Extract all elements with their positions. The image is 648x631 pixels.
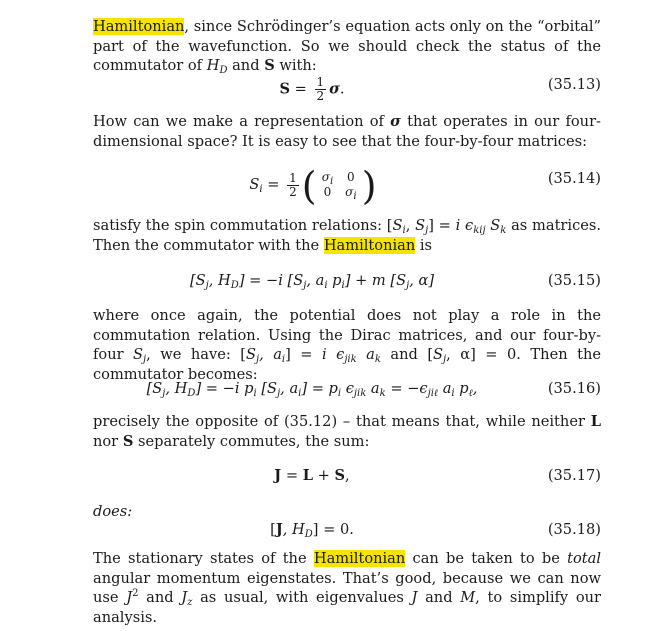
fraction: $\frac{1}{2}$ xyxy=(289,170,297,199)
paragraph-6: The stationary states of the Hamiltonian can be taken to be total angular momentum eigenstates. That’s good, because we can now use $J^2$ and $J_z$ as usual, with eigenvalues J and M, to simplify our analysis. xyxy=(93,550,601,626)
does-label: does: xyxy=(93,503,133,520)
equation-35-17: J = L + S, (35.17) xyxy=(274,467,601,484)
equation-number: (35.15) xyxy=(547,272,601,289)
paragraph-2: How can we make a representation of σ that operates in our four-dimensional space? It is easy to see that the four-by-four matrices: xyxy=(93,113,601,150)
paragraph-3: satisfy the spin commutation relations: [$S_i$, $S_j] = i$ $\epsilon_{kij}$ $S_k$ as matrices. Then the commutator with the Hamiltonian is xyxy=(93,217,602,254)
equation-35-15: [$S_j$, $H_D] = -i$ [$S_j$, $a_i$ $p_i] + m$ [$S_j$, α] (35.15) xyxy=(189,272,601,291)
highlight-hamiltonian[interactable]: Hamiltonian xyxy=(313,550,406,567)
paragraph-5: precisely the opposite of (35.12) – that means that, while neither L nor S separately commutes, the sum: xyxy=(93,413,601,450)
highlight-hamiltonian[interactable]: Hamiltonian xyxy=(93,18,185,35)
equation-35-13: S = $\frac{1}{2}$ σ. (35.13) xyxy=(279,75,601,103)
matrix: ( $\sigma_i$ 0 0 $\sigma_i$ ) xyxy=(301,164,377,208)
equation-35-16: [$S_j$, $H_D] = -i$ $p_i$ [$S_j$, $a_i] = p_i$ $\epsilon_{jik}$ $a_k = -\epsilon_{ji\ell}$ $a_i$ $p_\ell$, (35.16) xyxy=(146,380,601,399)
fraction: $\frac{1}{2}$ xyxy=(316,75,325,103)
equation-35-18: [J, $H_D] = 0$. (35.18) xyxy=(270,521,601,540)
equation-number: (35.14) xyxy=(547,170,601,187)
equation-number: (35.13) xyxy=(547,76,601,93)
paragraph-1: Hamiltonian, since Schrödinger’s equation acts only on the “orbital” part of the wavefunction. So we should check the status of the commutator of $H_D$ and S with: xyxy=(93,18,601,76)
equation-35-14: $S_i$ = $\frac{1}{2}$ ( $\sigma_i$ 0 0 $\sigma_i$ ) (35.14) xyxy=(249,164,601,208)
highlight-hamiltonian[interactable]: Hamiltonian xyxy=(323,236,416,254)
equation-number: (35.17) xyxy=(547,467,601,484)
equation-number: (35.16) xyxy=(547,380,601,397)
paragraph-4: where once again, the potential does not play a role in the commutation relation. Using the Dirac matrices, and our four-by-four $S_j$, we have: [$S_j$, $a_i] = i$ $\epsilon_{jik}$ $a_k$ and [$S_j$, α] = 0. Then the commutator becomes: xyxy=(93,307,601,383)
equation-number: (35.18) xyxy=(547,521,601,538)
